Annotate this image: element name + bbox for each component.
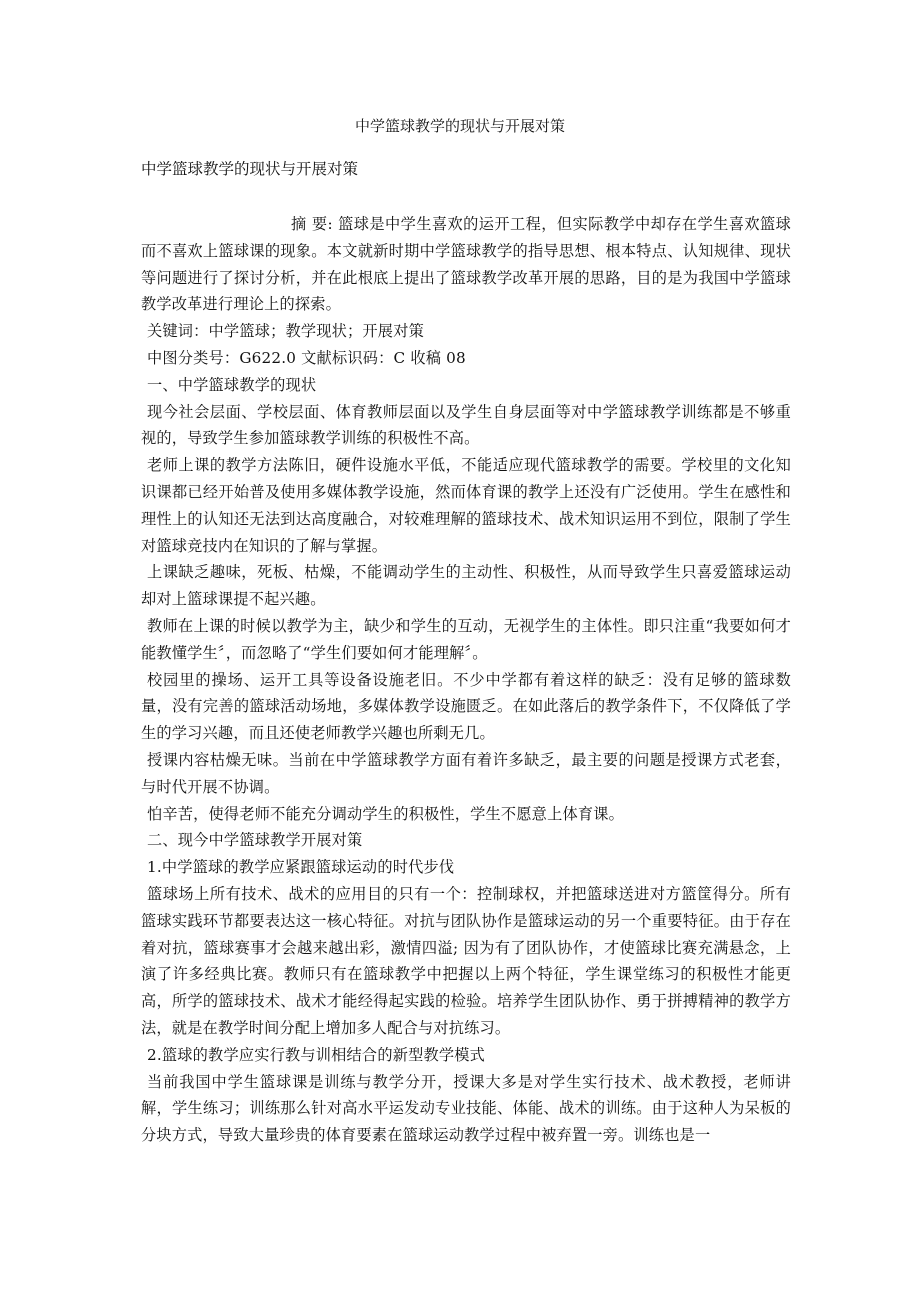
paragraph: 教师在上课的时候以教学为主，缺少和学生的互动，无视学生的主体性。即只注重“我要如何才能教懂学生〞，而忽略了“学生们要如何才能理解〞。 (141, 616, 791, 662)
document-subtitle: 中学篮球教学的现状与开展对策 (141, 160, 359, 178)
paragraph: 篮球场上所有技术、战术的应用目的只有一个：控制球权，并把篮球送进对方篮筐得分。所有篮球实践环节都要表达这一核心特征。对抗与团队协作是篮球运动的另一个重要特征。由于存在着对抗，篮球赛事才会越来越出彩，激情四溢; 因为有了团队协作，才使篮球比赛充满悬念，上演了许多经典比赛。教师只有在篮球教学中把握以上两个特征，学生课堂练习的积极性才能更高，所学的篮球技术、战术才能经得起实践的检验。培养学生团队协作、勇于拼搏精神的教学方法，就是在教学时间分配上增加多人配合与对抗练习。 (141, 884, 791, 1037)
section-heading-2: 二、现今中学篮球教学开展对策 (147, 831, 363, 850)
paragraph: 授课内容枯燥无味。当前在中学篮球教学方面有着许多缺乏，最主要的问题是授课方式老套，与时代开展不协调。 (141, 750, 791, 796)
subsection-heading: 1.中学篮球的教学应紧跟篮球运动的时代步伐 (147, 858, 455, 877)
classification-line: 中图分类号：G622.0 文献标识码：C 收稿 08 (147, 348, 466, 367)
subsection-heading: 2.篮球的教学应实行教与训相结合的新型教学模式 (147, 1045, 486, 1064)
abstract-paragraph: 摘 要: 篮球是中学生喜欢的运开工程，但实际教学中却存在学生喜欢篮球而不喜欢上篮球课的现象。本文就新时期中学篮球教学的指导思想、根本特点、认知规律、现状等问题进行了探讨分析，并在此根底上提出了篮球教学改革开展的思路，目的是为我国中学篮球教学改革进行理论上的探索。 (141, 215, 791, 314)
paragraph: 校园里的操场、运开工具等设备设施老旧。不少中学都有着这样的缺乏：没有足够的篮球数量，没有完善的篮球活动场地，多媒体教学设施匮乏。在如此落后的教学条件下，不仅降低了学生的学习兴趣，而且还使老师教学兴趣也所剩无几。 (141, 670, 791, 743)
paragraph: 老师上课的教学方法陈旧，硬件设施水平低，不能适应现代篮球教学的需要。学校里的文化知识课都已经开始普及使用多媒体教学设施，然而体育课的教学上还没有广泛使用。学生在感性和理性上的认知还无法到达高度融合，对较难理解的篮球技术、战术知识运用不到位，限制了学生对篮球竞技内在知识的了解与掌握。 (141, 456, 791, 555)
document-body (141, 211, 791, 1149)
paragraph: 当前我国中学生篮球课是训练与教学分开，授课大多是对学生实行技术、战术教授，老师讲解，学生练习；训练那么针对高水平运发动专业技能、体能、战术的训练。由于这种人为呆板的分块方式，导致大量珍贵的体育要素在篮球运动教学过程中被弃置一旁。训练也是一 (141, 1072, 791, 1145)
keywords-line: 关键词：中学篮球；教学现状；开展对策 (147, 322, 424, 341)
paragraph: 怕辛苦，使得老师不能充分调动学生的积极性，学生不愿意上体育课。 (147, 804, 625, 823)
paragraph: 现今社会层面、学校层面、体育教师层面以及学生自身层面等对中学篮球教学训练都是不够重视的，导致学生参加篮球教学训练的积极性不高。 (141, 402, 791, 448)
document-title: 中学篮球教学的现状与开展对策 (354, 117, 565, 135)
section-heading-1: 一、中学篮球教学的现状 (147, 375, 317, 394)
paragraph: 上课缺乏趣味，死板、枯燥，不能调动学生的主动性、积极性，从而导致学生只喜爱篮球运动却对上篮球课提不起兴趣。 (141, 563, 791, 609)
